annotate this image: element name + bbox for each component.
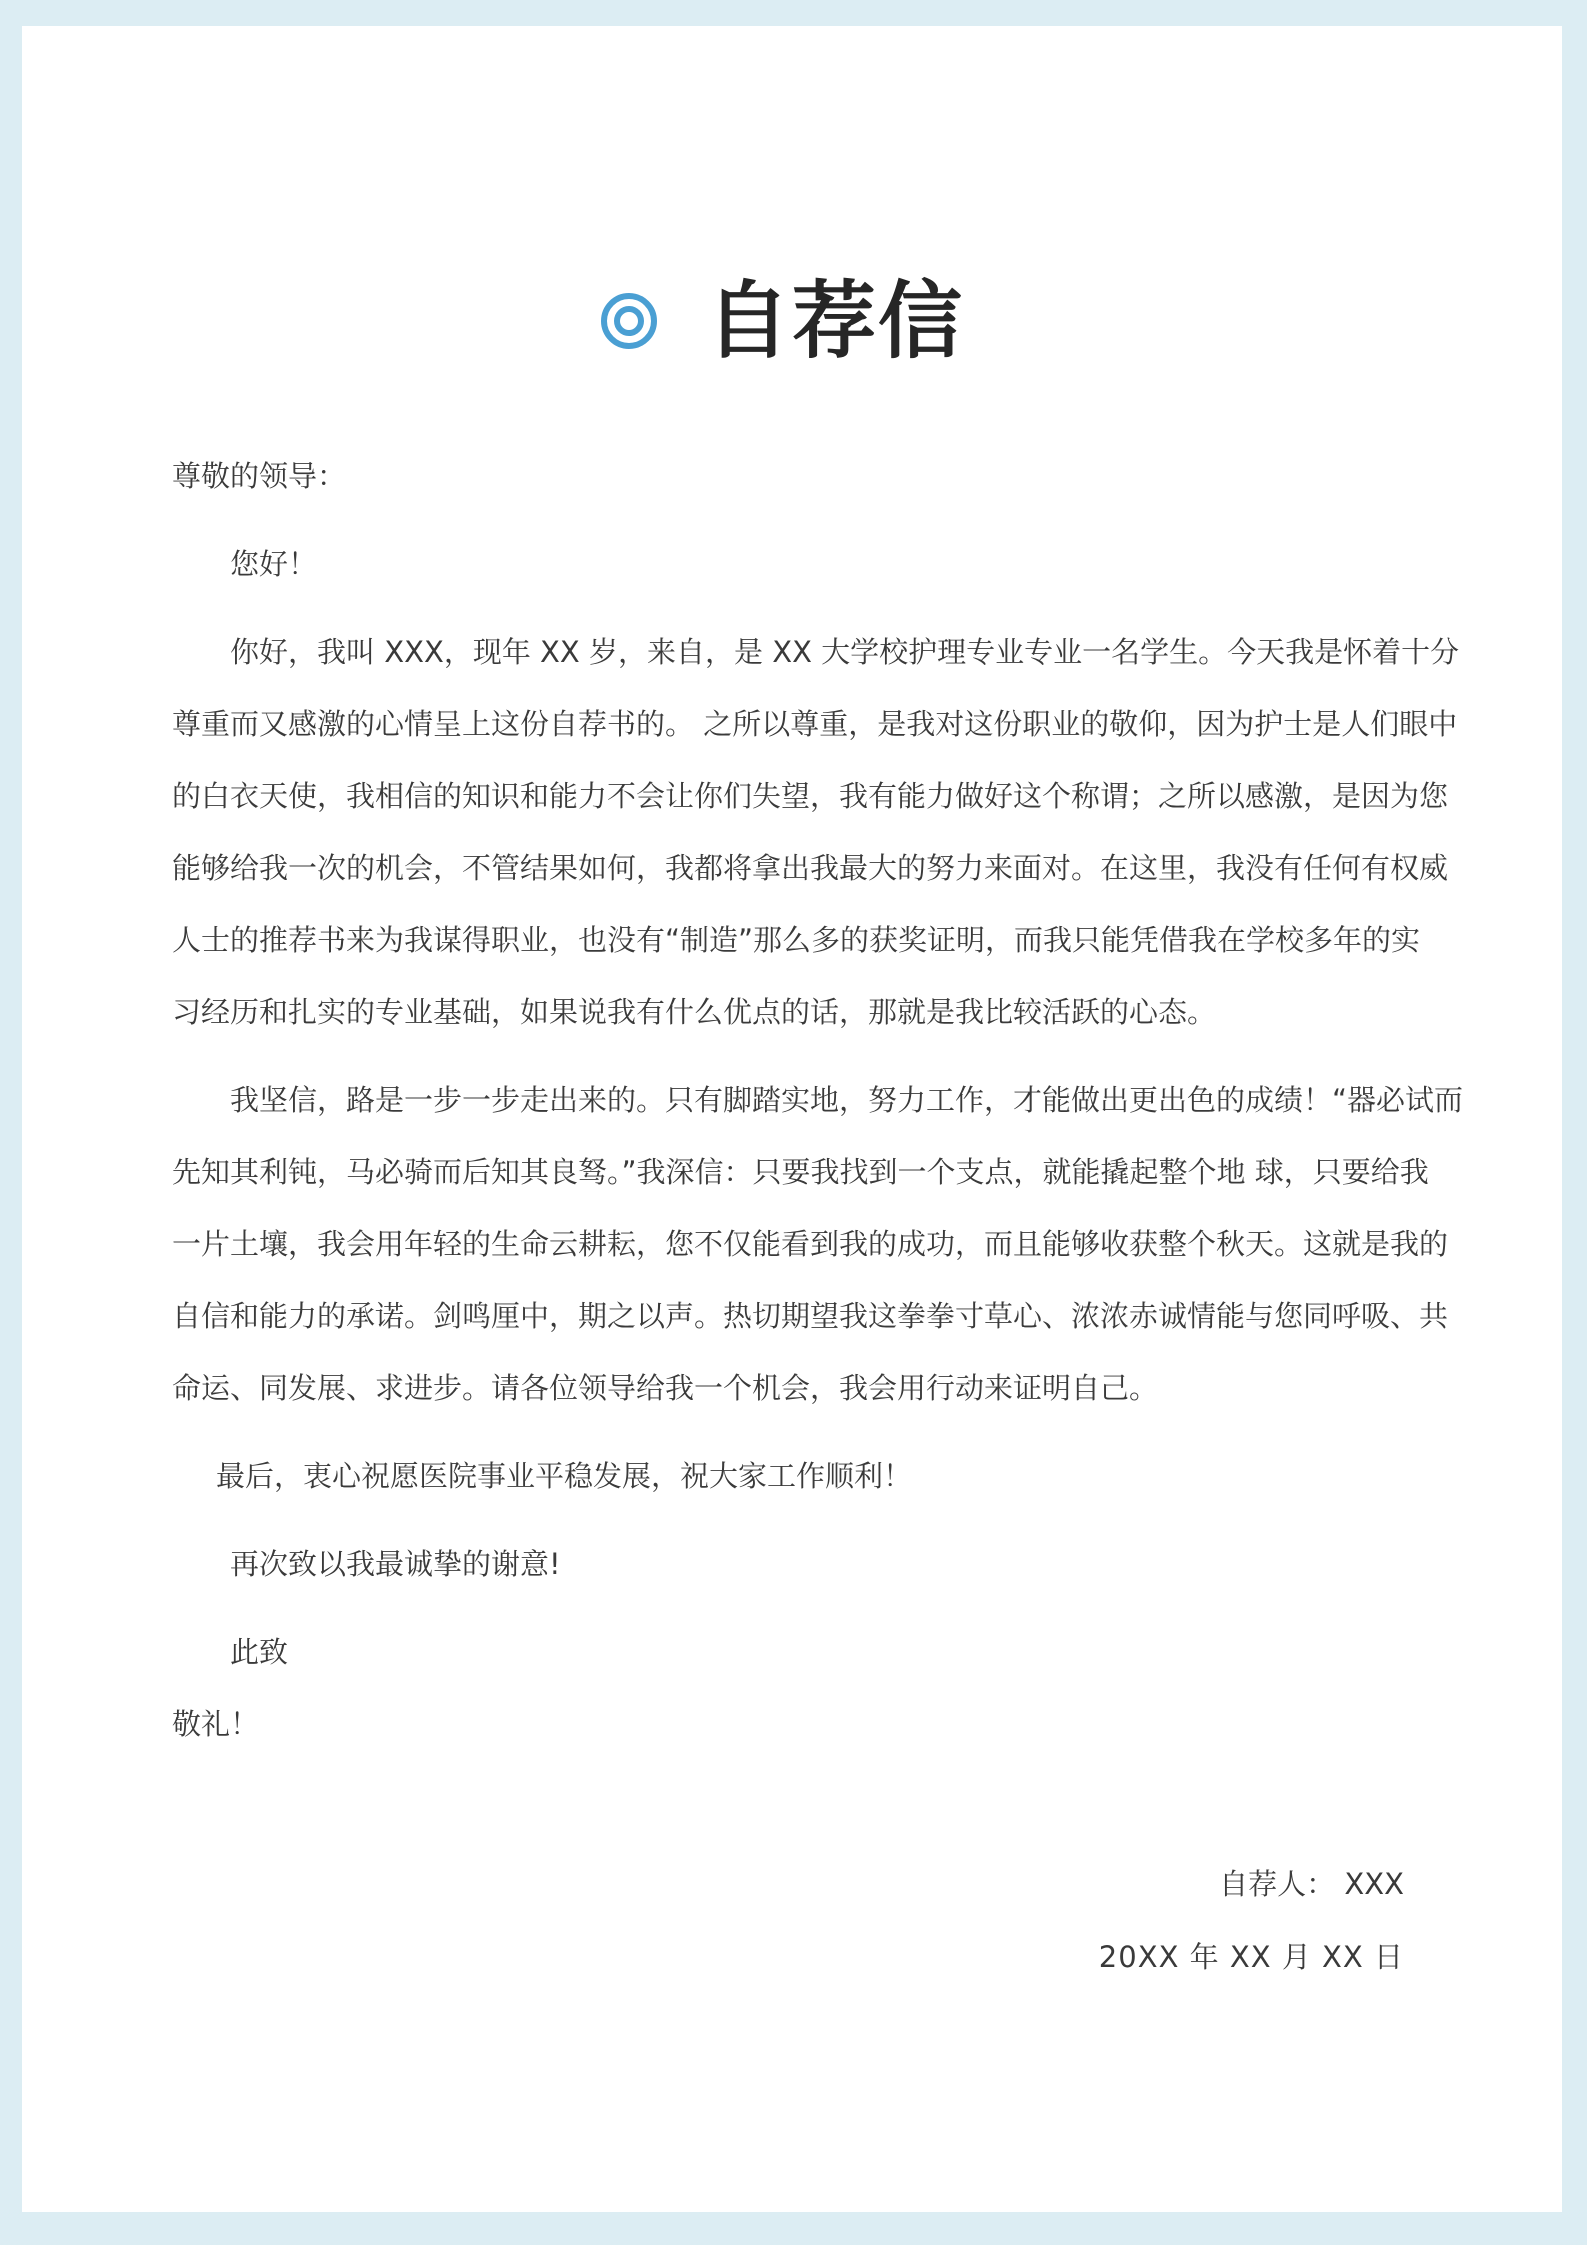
paragraph-line: 能够给我一次的机会，不管结果如何，我都将拿出我最大的努力来面对。在这里，我没有任何有权威 [172,851,1449,885]
letter-page [22,26,1562,2212]
zhici-line: 此致 [230,1635,289,1669]
page-title: 自荐信 [705,272,964,370]
paragraph-line: 的白衣天使，我相信的知识和能力不会让你们失望，我有能力做好这个称谓；之所以感激，是因为您 [172,779,1449,813]
greeting: 您好！ [230,547,318,581]
title-row [22,266,1562,376]
paragraph-line: 你好，我叫 XXX，现年 XX 岁，来自，是 XX 大学校护理专业专业一名学生。今天我是怀着十分 [230,635,1460,669]
paragraph-line: 命运、同发展、求进步。请各位领导给我一个机会，我会用行动来证明自己。 [172,1371,1159,1405]
paragraph-2 [172,1064,1464,1424]
paragraph-line: 习经历和扎实的专业基础，如果说我有什么优点的话，那就是我比较活跃的心态。 [172,995,1217,1029]
salutation: 尊敬的领导： [172,459,347,493]
paragraph-line: 人士的推荐书来为我谋得职业，也没有“制造”那么多的获奖证明，而我只能凭借我在学校多年的实 [172,923,1421,957]
letter-date: 20XX 年 XX 月 XX 日 [1098,1940,1404,1974]
paragraph-line: 一片土壤，我会用年轻的生命云耕耘，您不仅能看到我的成功，而且能够收获整个秋天。这就是我的 [172,1227,1449,1261]
closing-wish: 最后，衷心祝愿医院事业平稳发展，祝大家工作顺利！ [216,1459,913,1493]
thanks-line: 再次致以我最诚挚的谢意! [230,1547,561,1581]
letter-body [172,440,1464,1760]
paragraph-line: 自信和能力的承诺。剑鸣厘中，期之以声。热切期望我这拳拳寸草心、浓浓赤诚情能与您同呼吸、共 [172,1299,1449,1333]
signature: 自荐人： XXX [1219,1867,1404,1901]
target-circle-icon [600,292,658,350]
jingli-line: 敬礼！ [172,1707,260,1741]
paragraph-line: 先知其利钝，马必骑而后知其良驽。”我深信：只要我找到一个支点，就能撬起整个地 球，只要给我 [172,1155,1429,1189]
paragraph-line: 我坚信，路是一步一步走出来的。只有脚踏实地，努力工作，才能做出更出色的成绩！“器必试而 [230,1083,1464,1117]
paragraph-line: 尊重而又感激的心情呈上这份自荐书的。 之所以尊重，是我对这份职业的敬仰，因为护士是人们眼中 [172,707,1458,741]
paragraph-1 [172,616,1460,1048]
